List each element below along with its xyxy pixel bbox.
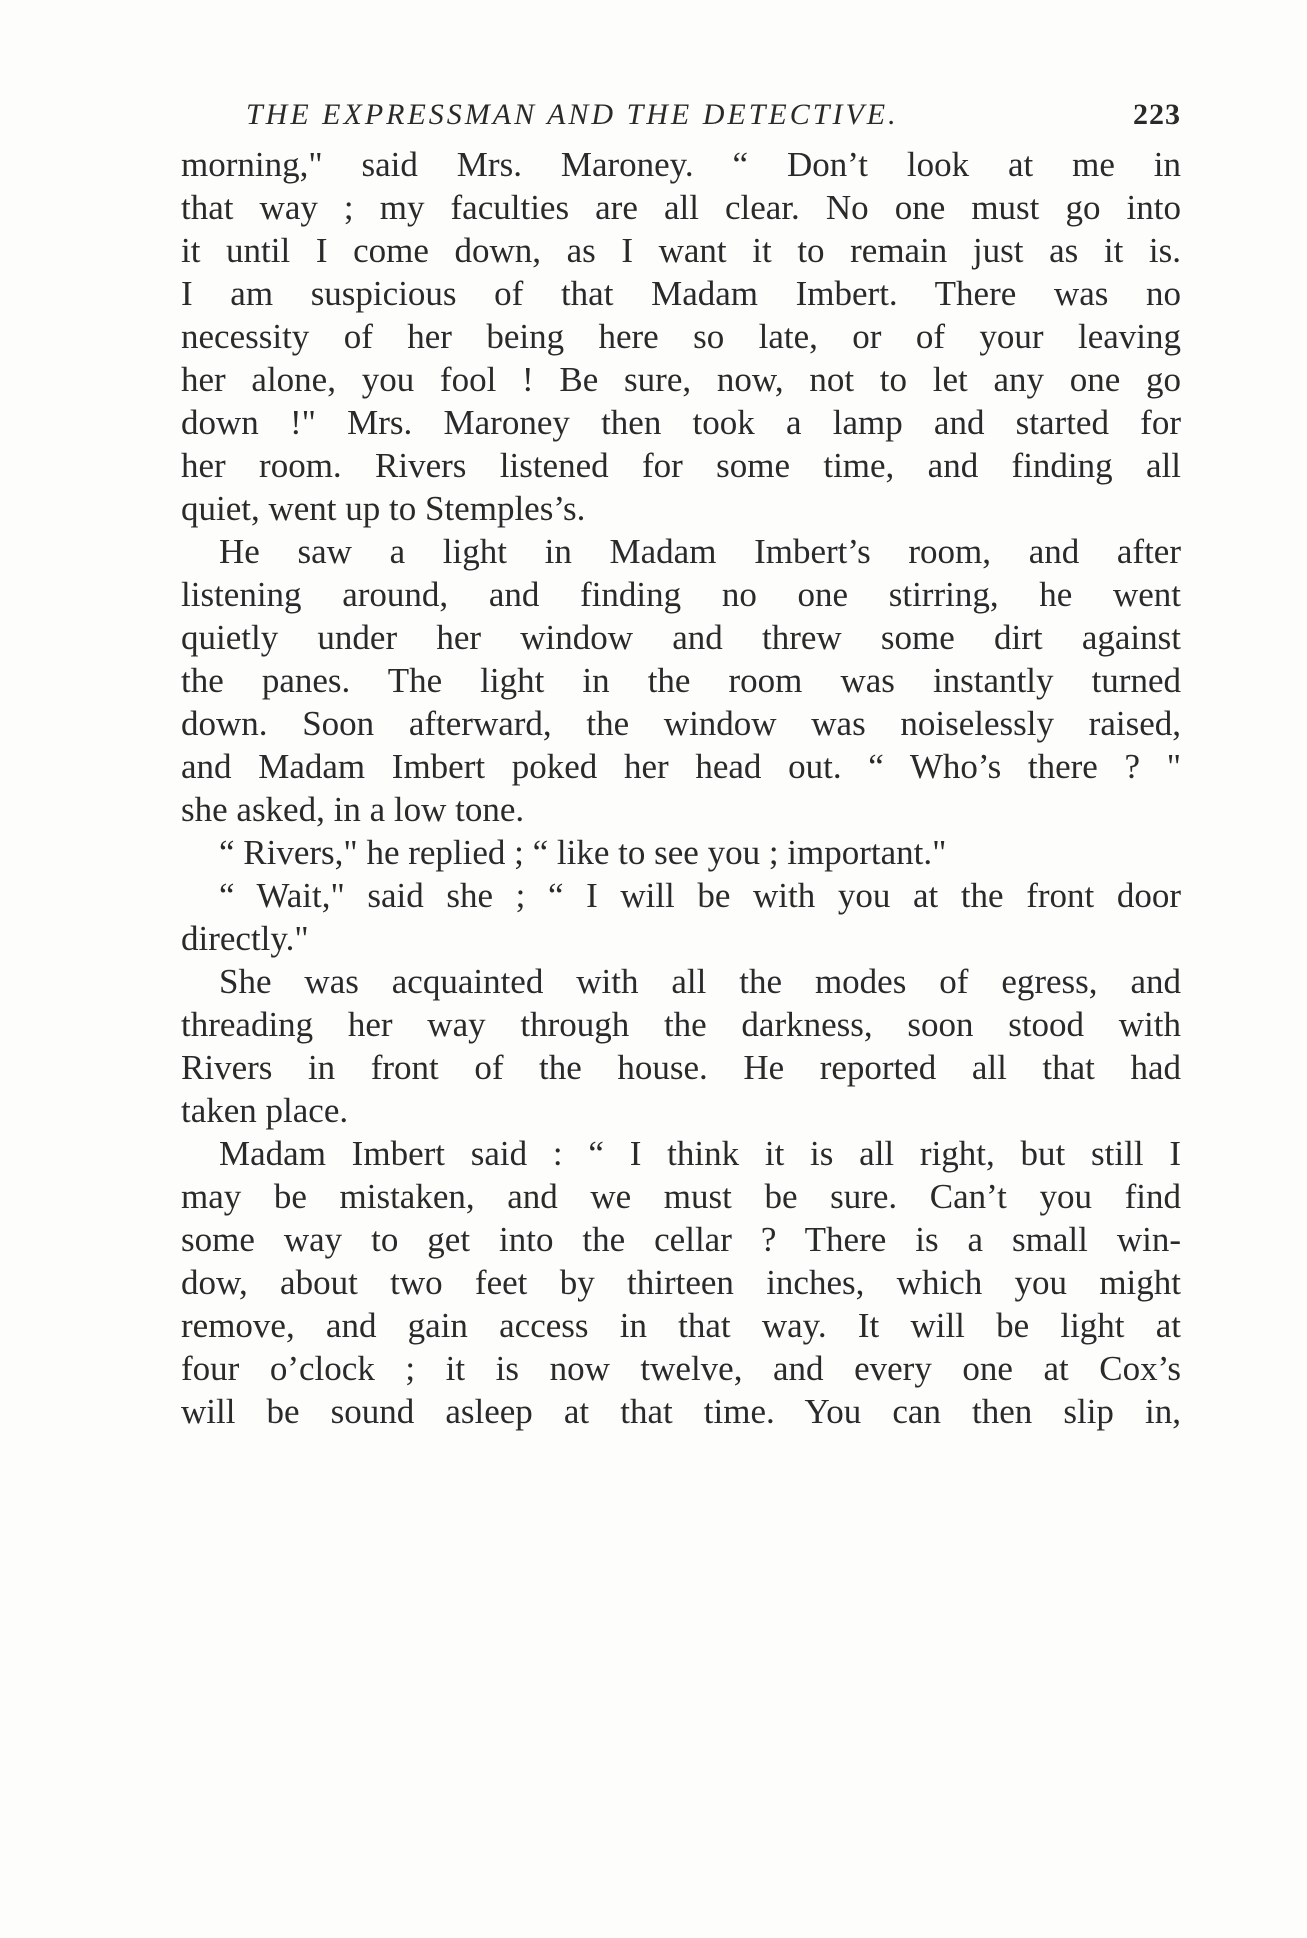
text-line: morning," said Mrs. Maroney. “ Don’t look at me in — [181, 145, 1181, 184]
text-line: threading her way through the darkness, soon stood with — [181, 1005, 1181, 1044]
text-line: and Madam Imbert poked her head out. “ Who’s there ? " — [181, 747, 1181, 786]
text-line: four o’clock ; it is now twelve, and every one at Cox’s — [181, 1349, 1181, 1388]
text-line: I am suspicious of that Madam Imbert. There was no — [181, 274, 1181, 313]
text-line: remove, and gain access in that way. It will be light at — [181, 1306, 1181, 1345]
text-line: some way to get into the cellar ? There is a small win- — [181, 1220, 1181, 1259]
text-line: She was acquainted with all the modes of egress, and — [219, 962, 1181, 1001]
text-line: her alone, you fool ! Be sure, now, not to let any one go — [181, 360, 1181, 399]
text-line: she asked, in a low tone. — [181, 790, 525, 829]
text-line: dow, about two feet by thirteen inches, which you might — [181, 1263, 1181, 1302]
text-line: Rivers in front of the house. He reported all that had — [181, 1048, 1181, 1087]
text-line: may be mistaken, and we must be sure. Can’t you find — [181, 1177, 1181, 1216]
text-line: necessity of her being here so late, or of your leaving — [181, 317, 1181, 356]
text-line: “ Wait," said she ; “ I will be with you at the front door — [219, 876, 1181, 915]
page-header — [246, 98, 1181, 138]
text-line: Madam Imbert said : “ I think it is all right, but still I — [219, 1134, 1181, 1173]
text-line: quietly under her window and threw some dirt against — [181, 618, 1181, 657]
running-title: THE EXPRESSMAN AND THE DETECTIVE. — [246, 98, 899, 131]
text-line: down. Soon afterward, the window was noiselessly raised, — [181, 704, 1181, 743]
text-line: He saw a light in Madam Imbert’s room, and after — [219, 532, 1181, 571]
text-line: her room. Rivers listened for some time, and finding all — [181, 446, 1181, 485]
text-line: the panes. The light in the room was instantly turned — [181, 661, 1181, 700]
text-line: that way ; my faculties are all clear. No one must go into — [181, 188, 1181, 227]
text-line: down !" Mrs. Maroney then took a lamp and started for — [181, 403, 1181, 442]
text-line: will be sound asleep at that time. You can then slip in, — [181, 1392, 1181, 1431]
text-line: directly." — [181, 919, 309, 958]
text-line: taken place. — [181, 1091, 349, 1130]
text-line: “ Rivers," he replied ; “ like to see you ; important." — [219, 833, 947, 872]
text-line: quiet, went up to Stemples’s. — [181, 489, 586, 528]
page-number: 223 — [1133, 98, 1181, 131]
text-line: it until I come down, as I want it to remain just as it is. — [181, 231, 1181, 270]
text-line: listening around, and finding no one stirring, he went — [181, 575, 1181, 614]
